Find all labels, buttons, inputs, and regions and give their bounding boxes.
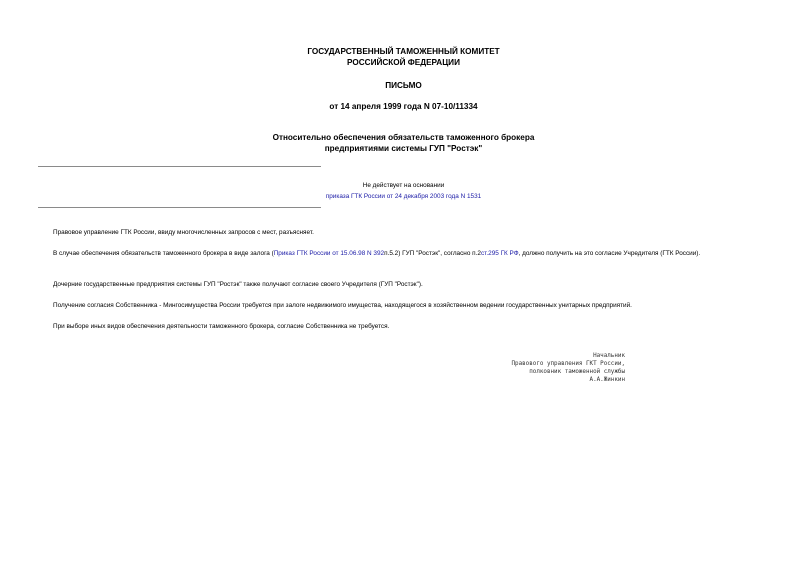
subject-line-1: Относительно обеспечения обязательств таможенного брокера <box>272 133 535 142</box>
issuer-line-1: ГОСУДАРСТВЕННЫЙ ТАМОЖЕННЫЙ КОМИТЕТ <box>307 47 500 56</box>
order-392-link[interactable]: Приказ ГТК России от 15.06.98 N 392 <box>273 250 385 257</box>
signature-block <box>460 352 625 384</box>
document-type: ПИСЬМО <box>385 81 422 90</box>
signatory-rank: полковник таможенной службы <box>529 369 625 375</box>
paragraph-5: При выборе иных видов обеспечения деятельности таможенного брокера, согласие Собственника не требуется. <box>53 323 390 330</box>
issuer-block <box>0 46 807 68</box>
document-subject <box>0 132 807 154</box>
divider-bottom <box>38 207 321 208</box>
status-notice-link-row <box>0 192 807 201</box>
paragraph-4: Получение согласия Собственника - Мингосимущества России требуется при залоге недвижимого имущества, находящегося в хозяйственном ведении государственных унитарных предприятий. <box>53 302 632 309</box>
paragraph-1: Правовое управление ГТК России, ввиду многочисленных запросов с мест, разъясняет. <box>53 229 314 236</box>
paragraph-2-text-a: В случае обеспечения обязательств таможенного брокера в виде залога ( <box>53 250 274 257</box>
divider-top <box>38 166 321 167</box>
signatory-name: А.А.Жинкин <box>589 377 625 383</box>
signatory-title: Начальник <box>593 353 625 359</box>
paragraph-2-text-b: п.5.2) ГУП "Ростэк", согласно п.2 <box>384 250 481 257</box>
subject-line-2: предприятиями системы ГУП "Ростэк" <box>324 144 483 153</box>
paragraph-2-text-c: , должно получить на это согласие Учредителя (ГТК России). <box>518 250 701 257</box>
status-notice: Не действует на основании <box>362 182 445 189</box>
paragraph-3: Дочерние государственные предприятия системы ГУП "Ростэк" также получают согласие своего Учредителя (ГУП "Ростэк"). <box>53 281 423 288</box>
signatory-department: Правового управления ГКТ России, <box>511 361 625 367</box>
civil-code-art295-link[interactable]: ст.295 ГК РФ <box>480 250 519 257</box>
document-date-number: от 14 апреля 1999 года N 07-10/11334 <box>329 102 478 111</box>
issuer-line-2: РОССИЙСКОЙ ФЕДЕРАЦИИ <box>347 58 460 67</box>
repeal-order-link[interactable]: приказа ГТК России от 24 декабря 2003 года N 1531 <box>325 193 482 200</box>
paragraph-2 <box>38 249 773 259</box>
